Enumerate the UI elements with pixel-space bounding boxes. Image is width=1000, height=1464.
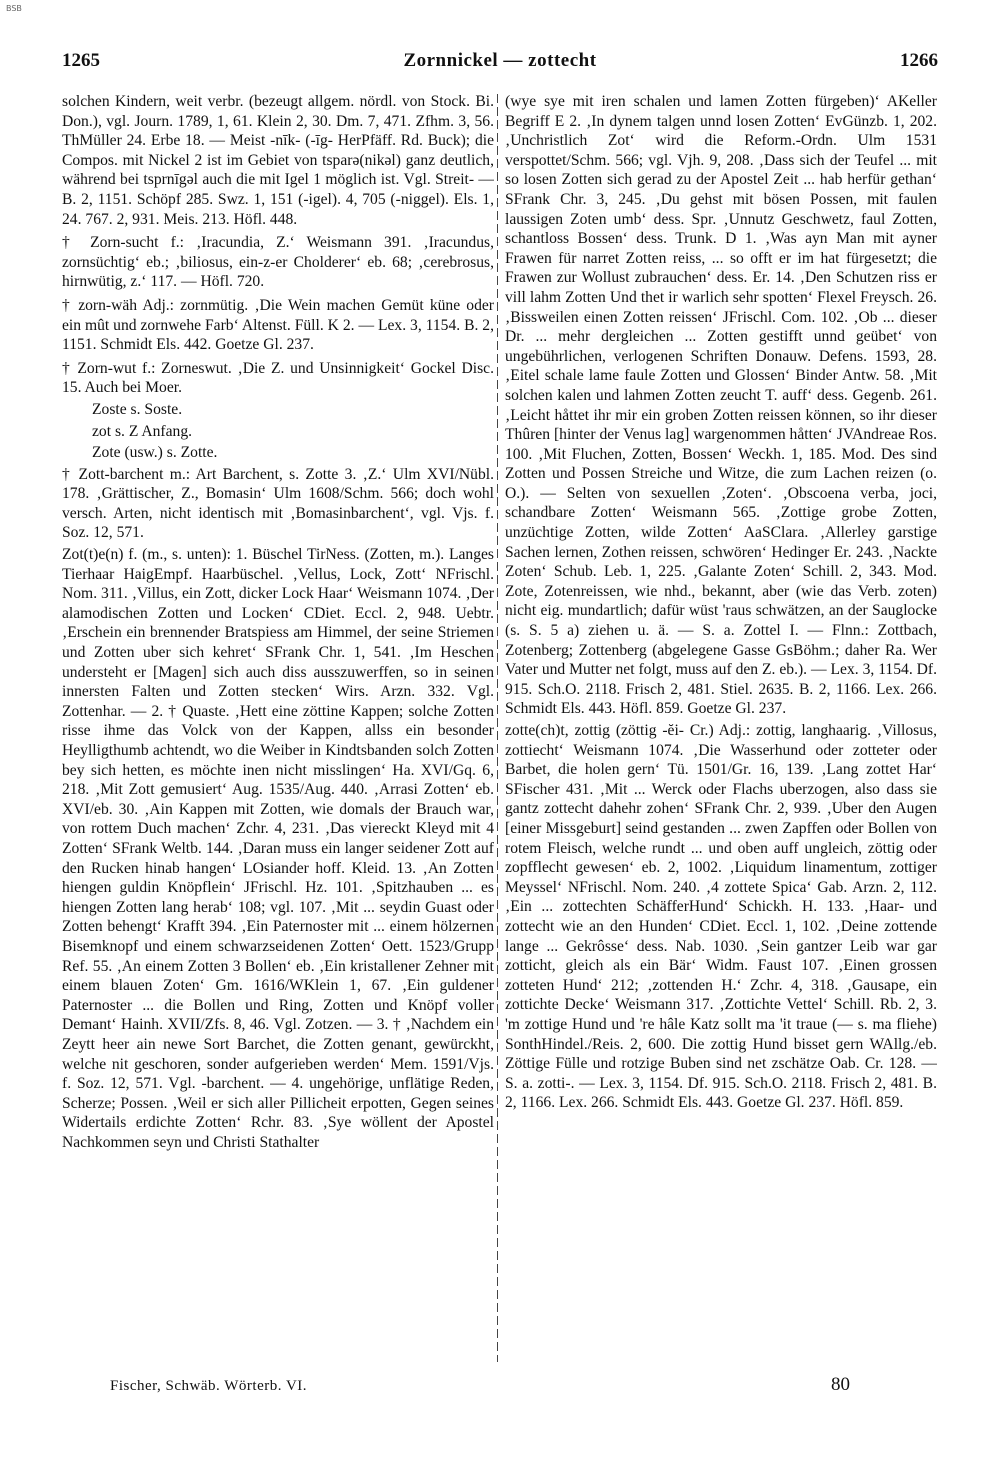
dictionary-entry: Zote (usw.) s. Zotte. — [92, 444, 218, 462]
footer-source: Fischer, Schwäb. Wörterb. VI. — [110, 1378, 308, 1394]
page-number-right: 1266 — [900, 50, 938, 71]
page-footer — [110, 1374, 850, 1402]
library-stamp: BSB — [6, 4, 22, 13]
page-number-left: 1265 — [62, 50, 100, 71]
page-header — [62, 46, 938, 76]
dictionary-entry: solchen Kindern, weit verbr. (bezeugt allgem. nördl. von Stock. Bi. Don.), vgl. Journ. 1789, 1, 61. Klein 2, 30. Dm. 7, 471. Zfhm. 3, 56. ThMüller 24. Erbe 18. — Meist -nīk- (-īg- HerPfäff. Rd. Buck); die Compos. mit Nickel 2 ist im Gebiet von tsparə(nikəl) ganz deutlich, während bei tsprnīgəl auch die mit Igel 1 möglich ist. Vgl. Streit- — B. 2, 1151. Schöpf 285. Swz. 1, 151 (-igel). 4, 705 (-niggel). Els. 1, 24. 767. 2, 931. Meis. 213. Höfl. 448. — [62, 93, 494, 228]
right-column — [505, 92, 937, 1362]
dictionary-entry: (wye sye mit iren schalen und lamen Zotten fürgeben)‘ AKeller Begriff E 2. ‚In dynem talgen unnd losen Zotten‘ EvGünzb. 1, 202. ‚Unchristlich Zot‘ wird die Reform.-Ordn. Ulm 1531 verspottet/Schm. 566; vgl. Vjh. 9, 208. ‚Dass sich der Teufel ... mit so losen Zotten sich gerad zu der Apostel Zeit ... hab herfür gethan‘ SFrank Chr. 3, 245. ‚Du gehst mit bösen Possen, mit faulen laussigen Zoten umb‘ dess. Spr. ‚Unnutz Geschwetz, faul Zotten, schantloss Bossen‘ dess. Trunk. D 1. ‚Was ayn Man mit ayner Frawen für narret Zotten reiss, ... so offt er im hat fürgesetzt; die Frawen zur Wollust zubrauchen‘ dess. Er. 14. ‚Den Schutzen riss er vill lahm Zotten Und thet ir warlich sehr spotten‘ Flexel Freysch. 26. ‚Bissweilen einen Zotten reissen‘ JFrischl. Com. 102. ‚Ob ... dieser Dr. ... mehr dergleichen ... Zotten gestifft unnd geübet‘ von ungebührlichen, verlogenen Schriften Donauw. Defens. 1593, 28. ‚Eitel schale lame faule Zotten und Glossen‘ Binder Antw. 58. ‚Mit solchen kalen und lahmen Zotten zeucht T. auff‘ dess. Gegenb. 261. ‚Leicht håttet ihr mir ein groben Zotten reissen können, so ihr dieser Thûren [hinter der Venus lag] wargenommen håtten‘ JVAndreae Ros. 100. ‚Mit Fluchen, Zotten, Bossen‘ Weckh. 1, 185. Mod. Des sind Zotten und Possen Streiche und Witze, die zum Lachen reizen (o. O.). — Selten von sexuellen ‚Zoten‘. ‚Obscoena verba, joci, schandbare Zotten‘ Weismann 565. ‚Zottige grobe Zotten, unzüchtige Zotten, wilde Zotten‘ AaSClara. ‚Allerley garstige Sachen lernen, Zothen reissen, schwören‘ Hedinger Er. 243. ‚Nackte Zoten‘ Schub. Leb. 1, 225. ‚Galante Zoten‘ Schill. 2, 343. Mod. Zote, Zotenreissen, wie nhd., bekannt, aber (wie das Verb. zoten) nicht eig. mundartlich; dafür wüst 'raus schwätzen, an der Sauglocke (s. S. 5 a) ziehen u. ä. — S. a. Zottel I. — Flnn.: Zottbach, Zotenberg; Zottenberg (abgelegene Gasse GsBöhm.; daher Ra. Wer Vater und Mutter net folgt, muss auf den Z. eb.). — Lex. 3, 1154. Df. 915. Sch.O. 2118. Frisch 2, 481. Stiel. 2635. B. 2, 1166. Lex. 266. Schmidt Els. 443. Höfl. 859. Goetze Gl. 237. — [505, 93, 937, 718]
dictionary-entry: zot s. Z Anfang. — [92, 422, 193, 440]
running-title: Zornnickel — zottecht — [403, 50, 597, 71]
left-column — [62, 92, 494, 1362]
dictionary-entry: zotte(ch)t, zottig (zöttig -ĕi- Cr.) Adj.: zottig, langhaarig. ‚Villosus, zottiecht‘ Weismann 1074. ‚Die Wasserhund oder zotteter oder Barbet, die holen gern‘ Tü. 1501/Gr. 16, 139. ‚Lang zottet Har‘ SFischer 431. ‚Mit ... Werck oder Flachs uberzogen, also dass sie gantz zottecht dahehr zohen‘ SFrank Chr. 2, 939. ‚Uber den Augen [einer Missgeburt] seind gestanden ... zwen Zapffen oder Bollen von rotem Fleisch, welche rundt ... und oben auff ungleich, zöttig oder zopfflecht gewesen‘ eb. 2, 1002. ‚Liquidum linamentum, zottiger Meyssel‘ NFrischl. Nom. 240. ‚4 zottete Spica‘ Gab. Arzn. 2, 112. ‚Ein ... zottechten SchäfferHund‘ Schickh. H. 133. ‚Haar- und zottecht wie an den Hunden‘ CDiet. Eccl. 1, 102. ‚Deine zottende lange ... Gekrôsse‘ dess. Nab. 1030. ‚Sein gantzer Leib war gar zotticht, gleich als ein Bär‘ Widm. Faust 107. ‚Einen grossen zotteten Hund‘ 212; ‚zottenden H.‘ Zchr. 4, 318. ‚Gausape, ein zottichte Decke‘ Weismann 317. ‚Zottichte Vettel‘ Schill. Rb. 2, 3. 'm zottige Hund und 're hâle Katz sollt ma 'it traue (— s. ma fliehe) SonthHindel./Reis. 2, 600. Die zottig Hund bisset gern WAllg./eb. Zöttige Fülle und rotzige Buben sind net zschätze Oab. Cr. 128. — S. a. zotti-. — Lex. 3, 1154. Df. 915. Sch.O. 2118. Frisch 2, 481. B. 2, 1166. Lex. 266. Schmidt Els. 443. Goetze Gl. 237. Höfl. 859. — [505, 722, 937, 1112]
dictionary-entry: † Zorn-sucht f.: ‚Iracundia, Z.‘ Weismann 391. ‚Iracundus, zornsüchtig‘ eb.; ‚biliosus, ein-z-er Cholderer‘ eb. 68; ‚cerebrosus, hirnwütig, z.‘ 117. — Höfl. 720. — [62, 234, 494, 291]
dictionary-entry: † zorn-wäh Adj.: zornmütig. ‚Die Wein machen Gemüt küne oder ein mût und zornwehe Farb‘ Altenst. Füll. K 2. — Lex. 3, 1154. B. 2, 1151. Schmidt Els. 442. Goetze Gl. 237. — [62, 296, 494, 354]
signature-number: 80 — [831, 1374, 850, 1395]
column-divider — [497, 94, 498, 1362]
dictionary-entry: Zot(t)e(n) f. (m., s. unten): 1. Büschel TirNess. (Zotten, m.). Langes Tierhaar HaigEmpf. Haarbüschel. ‚Vellus, Lock, Zott‘ NFrischl. Nom. 311. ‚Villus, ein Zott, dicker Lock Haar‘ Weismann 1074. ‚Der alamodischen Zotten und Locken‘ CDiet. Eccl. 2, 948. Uebtr. ‚Erschein ein brennender Bratspiess am Himmel, der seine Striemen und Zotten uber sich kehret‘ SFrank Chr. 1, 541. ‚Im Heschen understeht er [Magen] sich auch diss ausszuwerffen, so in seinen innersten Falten und Zotten stecken‘ Wirs. Arzn. 332. Vgl. Zottenhar. — 2. † Quaste. ‚Hett eine zöttine Kappen; solche Zotten risse ihme das Volck von der Kappen, allss ein besonder Heylligthumb achtendt, wo die Weiber in Kindtsbanden solch Zotten bey sich hetten, es möchte inen nicht misslingen‘ Ha. XVI/Gq. 6, 218. ‚Mit Zott gemusiert‘ Aug. 1535/Aug. 440. ‚Arrasi Zotten‘ eb. XVI/eb. 30. ‚Ain Kappen mit Zotten, wie domals der Brauch war, von rottem Duch machen‘ Zchr. 4, 231. ‚Das viereckt Kleyd mit 4 Zotten‘ SFrank Weltb. 144. ‚Daran muss ein langer seidener Zott auf den Rucken hinab hangen‘ LOsiander hoff. Kleid. 13. ‚An Zotten hiengen guldin Knöpflein‘ JFrischl. Hz. 101. ‚Spitzhauben ... es hiengen Zotten lang herab‘ 108; vgl. 107. ‚Mit ... seydin Guast oder Zotten behengt‘ Krafft 394. ‚Ein Paternoster mit ... einem hölzernen Bisemknopf und einem schwarzseidenen Zotten‘ Oett. 1523/Grupp Ref. 55. ‚An einem Zotten 3 Bollen‘ eb. ‚Ein kristallener Zehner mit einem blauen Zoten‘ Gm. 1616/WKlein 1, 67. ‚Ein guldener Paternoster ... die Bollen und Ring, Zotten und Knöpf voller Demant‘ Hainh. XVII/Zfs. 8, 46. Vgl. Zotzen. — 3. † ‚Nachdem ein Zeytt heer ain newe Sort Barchet, die Zotten genant, gewürckht, welche nit geschoren, sonder aufgerieben werden‘ Mem. 1591/Vjs. f. Soz. 12, 571. Vgl. -barchent. — 4. ungehörige, unflätige Reden, Scherze; Possen. ‚Weil er sich aller Pillicheit erpotten, Gegen seines Widertails erdichte Zotten‘ Rchr. 83. ‚Sye wöllent der Apostel Nachkommen seyn und Christi Stathalter — [62, 546, 494, 1151]
dictionary-entry: † Zott-barchent m.: Art Barchent, s. Zotte 3. ‚Z.‘ Ulm XVI/Nübl. 178. ‚Grättischer, Z., Bomasin‘ Ulm 1608/Schm. 566; doch wohl versch. Arten, nicht identisch mit ‚Bomasinbarchent‘, vgl. Vjs. f. Soz. 12, 571. — [62, 465, 494, 542]
dictionary-entry: † Zorn-wut f.: Zorneswut. ‚Die Z. und Unsinnigkeit‘ Gockel Disc. 15. Auch bei Moer. — [62, 359, 494, 397]
dictionary-entry: Zoste s. Soste. — [92, 400, 183, 418]
